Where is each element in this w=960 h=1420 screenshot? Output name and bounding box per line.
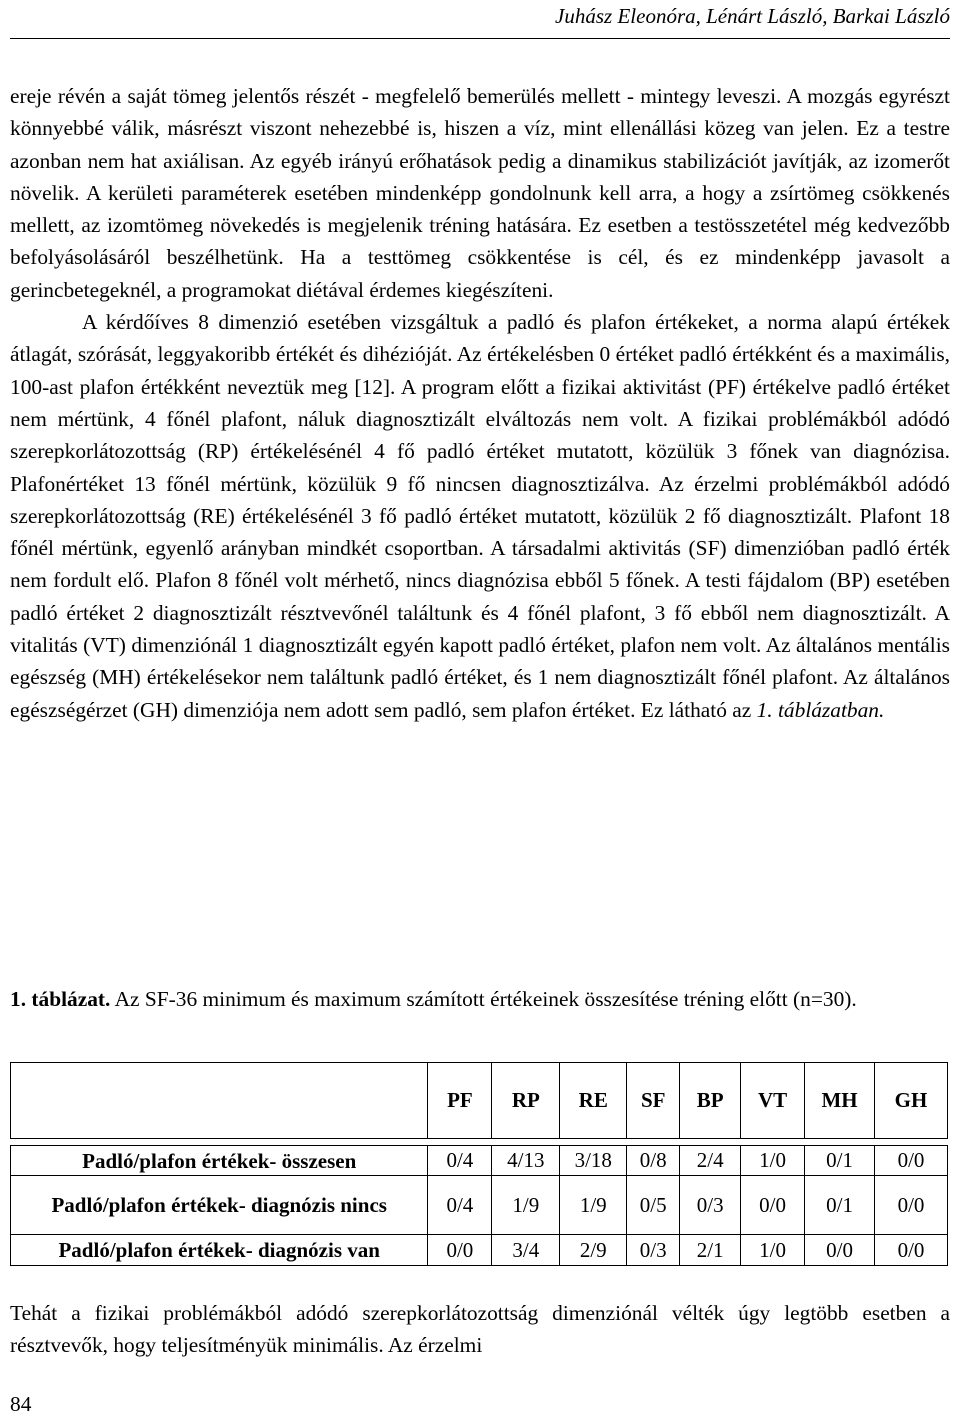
row-label: Padló/plafon értékek- diagnózis nincs <box>11 1176 428 1235</box>
table-row <box>11 1176 948 1235</box>
table-row <box>11 1235 948 1266</box>
row-label: Padló/plafon értékek- diagnózis van <box>11 1235 428 1266</box>
table-cell: 1/0 <box>741 1146 805 1176</box>
table-cell: 2/1 <box>680 1235 741 1266</box>
table-cell: 3/4 <box>492 1235 560 1266</box>
table-cell: 3/18 <box>560 1146 627 1176</box>
table-corner <box>11 1063 428 1139</box>
table-cell: 2/9 <box>560 1235 627 1266</box>
column-header: VT <box>741 1063 805 1139</box>
page-number: 84 <box>10 1392 32 1416</box>
column-header: RP <box>492 1063 560 1139</box>
sf36-table <box>10 1062 948 1266</box>
table-cell: 0/4 <box>428 1146 492 1176</box>
paragraph: ereje révén a saját tömeg jelentős részét - megfelelő bemerülés mellett - mintegy leveszi. A mozgás egyrészt könnyebbé válik, másrészt viszont nehezebbé is, hiszen a víz, mint ellenállási közeg van jelen. Ez a testre azonban nem hat axiálisan. Az egyéb irányú erőhatások pedig a dinamikus stabilizációt javítják, az izomerőt növelik. A kerületi paraméterek esetében mindenképp gondolnunk kell arra, a hogy a zsírtömeg csökkenés mellett, az izomtömeg növekedés is megjelenik tréning hatására. Ez esetben a testösszetétel még kedvezőbb befolyásolásáról beszélhetünk. Ha a testtömeg csökkentése is cél, és ez mindenképp javasolt a gerincbetegeknél, a programokat diétával érdemes kiegészíteni. <box>10 84 950 302</box>
table-cell: 0/0 <box>741 1176 805 1235</box>
table-caption-label: 1. táblázat. <box>10 987 111 1011</box>
table-caption-text: Az SF-36 minimum és maximum számított értékeinek összesítése tréning előtt (n=30). <box>110 987 857 1011</box>
table-cell: 0/0 <box>875 1235 948 1266</box>
table-cell: 0/5 <box>627 1176 680 1235</box>
table-cell: 1/0 <box>741 1235 805 1266</box>
header-rule <box>10 38 950 39</box>
row-label: Padló/plafon értékek- összesen <box>11 1146 428 1176</box>
table-cell: 0/0 <box>428 1235 492 1266</box>
column-header: BP <box>680 1063 741 1139</box>
column-header: SF <box>627 1063 680 1139</box>
column-header: MH <box>805 1063 875 1139</box>
running-header: Juhász Eleonóra, Lénárt László, Barkai László <box>555 4 950 28</box>
table-cell: 0/4 <box>428 1176 492 1235</box>
table-cell: 0/3 <box>680 1176 741 1235</box>
column-header: RE <box>560 1063 627 1139</box>
table-caption <box>10 983 950 1015</box>
table-cell: 0/3 <box>627 1235 680 1266</box>
table-cell: 1/9 <box>492 1176 560 1235</box>
body-text <box>10 80 950 726</box>
table-cell: 1/9 <box>560 1176 627 1235</box>
table-cell: 4/13 <box>492 1146 560 1176</box>
table-cell: 0/0 <box>875 1176 948 1235</box>
table-cell: 2/4 <box>680 1146 741 1176</box>
table-cell: 0/8 <box>627 1146 680 1176</box>
column-header: GH <box>875 1063 948 1139</box>
table-reference: 1. táblázatban. <box>756 697 885 722</box>
table-cell: 0/0 <box>805 1235 875 1266</box>
continuation-paragraph: Tehát a fizikai problémákból adódó szerepkorlátozottság dimenziónál vélték úgy legtöbb esetben a résztvevők, hogy teljesítményük minimális. Az érzelmi <box>10 1301 950 1358</box>
paragraph-text: A kérdőíves 8 dimenzió esetében vizsgáltuk a padló és plafon értékeket, a norma alapú értékek átlagát, szórását, leggyakoribb értékét és dihézióját. Az értékelésben 0 értéket padló értékként és a maximális, 100-ast plafon értékként neveztük meg [12]. A program előtt a fizikai aktivitást (PF) értékelve padló értéket nem mértünk, 4 főnél plafont, náluk diagnosztizált elváltozás nem volt. A fizikai problémákból adódó szerepkorlátozottság (RP) értékelésénél 4 fő padló értéket mutatott, közülük 3 főnek van diagnózisa. Plafonértéket 13 főnél mértünk, közülük 9 fő nincsen diagnosztizálva. Az érzelmi problémákból adódó szerepkorlátozottság (RE) értékelésénél 3 fő padló értéket mutatott, közülük 2 fő diagnosztizált. Plafont 18 főnél mértünk, egyenlő arányban mindkét csoportban. A társadalmi aktivitás (SF) dimenzióban padló érték nem fordult elő. Plafon 8 főnél volt mérhető, nincs diagnózisa ebből 5 főnek. A testi fájdalom (BP) esetében padló értéket 2 diagnosztizált résztvevőnél találtunk és 4 főnél plafont, 3 fő ebből nem diagnosztizált. A vitalitás (VT) dimenziónál 1 diagnosztizált egyén kapott padló értéket, plafon nem volt. Az általános mentális egészség (MH) értékelésekor nem találtunk padló értéket, és 1 nem diagnosztizált főnél plafont. Az általános egészségérzet (GH) dimenziója nem adott sem padló, sem plafon értéket. Ez látható az <box>10 310 950 722</box>
table-cell: 0/1 <box>805 1146 875 1176</box>
column-header: PF <box>428 1063 492 1139</box>
table-cell: 0/0 <box>875 1146 948 1176</box>
table-cell: 0/1 <box>805 1176 875 1235</box>
paragraph <box>10 306 950 726</box>
table-row <box>11 1146 948 1176</box>
table-gap <box>11 1139 948 1146</box>
